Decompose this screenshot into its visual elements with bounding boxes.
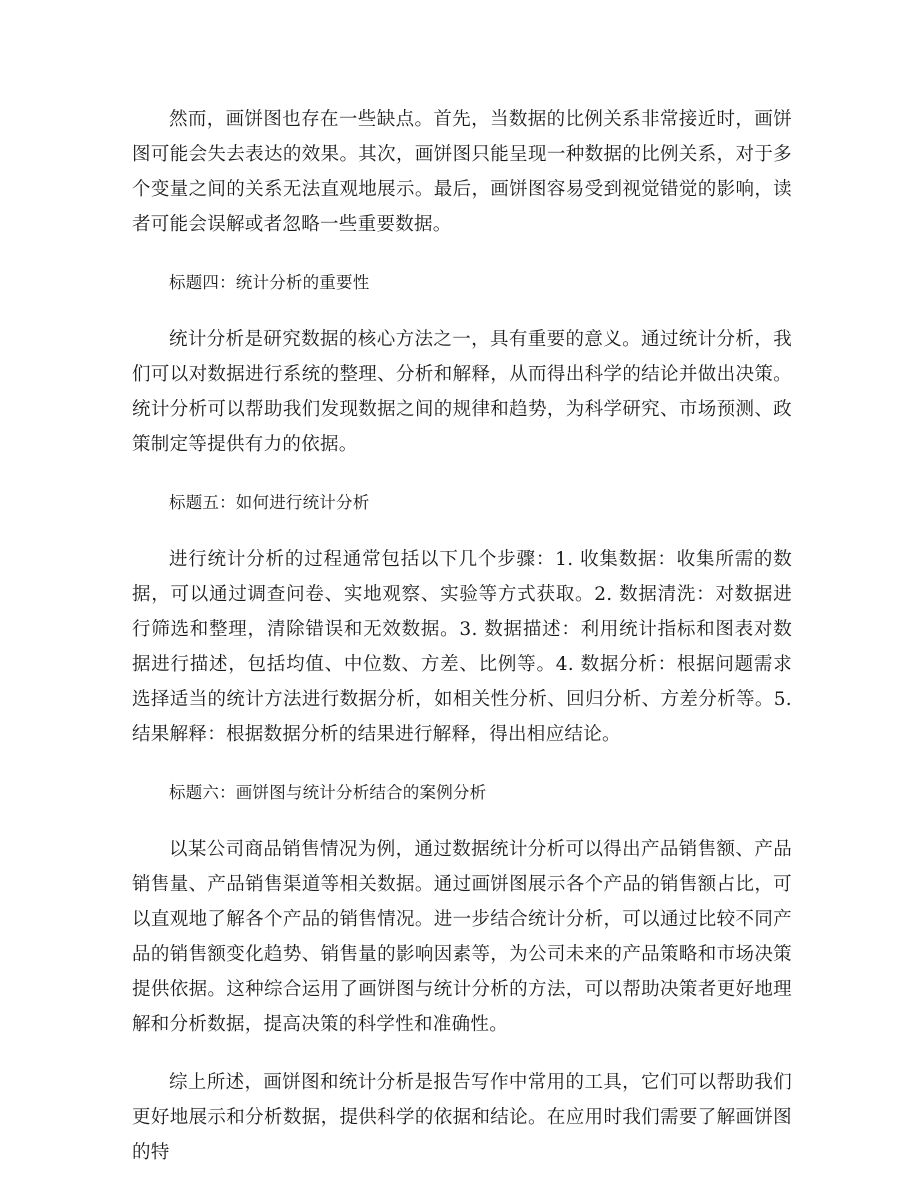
heading-how-to-do-statistics: 标题五：如何进行统计分析 — [169, 493, 370, 512]
paragraph-statistics-steps: 进行统计分析的过程通常包括以下几个步骤：1. 收集数据：收集所需的数据，可以通过调查问卷、实地观察、实验等方式获取。2. 数据清洗：对数据进行筛选和整理，清除错误和无效数据。3. 数据描述：利用统计指标和图表对数据进行描述，包括均值、中位数、方差、比例等。4. 数据分析：根据问题需求选择适当的统计方法进行数据分析，如相关性分析、回归分析、方差分析等。5. 结果解释：根据数据分析的结果进行解释，得出相应结论。 — [132, 549, 792, 745]
document-body — [132, 102, 792, 1193]
heading-case-study: 标题六：画饼图与统计分析结合的案例分析 — [169, 783, 487, 802]
paragraph-pie-chart-drawbacks: 然而，画饼图也存在一些缺点。首先，当数据的比例关系非常接近时，画饼图可能会失去表达的效果。其次，画饼图只能呈现一种数据的比例关系，对于多个变量之间的关系无法直观地展示。最后，画饼图容易受到视觉错觉的影响，读者可能会误解或者忽略一些重要数据。 — [132, 109, 792, 235]
heading-importance-of-statistics: 标题四：统计分析的重要性 — [169, 273, 370, 292]
paragraph-statistics-importance: 统计分析是研究数据的核心方法之一，具有重要的意义。通过统计分析，我们可以对数据进行系统的整理、分析和解释，从而得出科学的结论并做出决策。统计分析可以帮助我们发现数据之间的规律和趋势，为科学研究、市场预测、政策制定等提供有力的依据。 — [132, 329, 792, 455]
paragraph-conclusion: 综上所述，画饼图和统计分析是报告写作中常用的工具，它们可以帮助我们更好地展示和分析数据，提供科学的依据和结论。在应用时我们需要了解画饼图的特 — [132, 1072, 792, 1163]
paragraph-case-study: 以某公司商品销售情况为例，通过数据统计分析可以得出产品销售额、产品销售量、产品销售渠道等相关数据。通过画饼图展示各个产品的销售额占比，可以直观地了解各个产品的销售情况。进一步结合统计分析，可以通过比较不同产品的销售额变化趋势、销售量的影响因素等，为公司未来的产品策略和市场决策提供依据。这种综合运用了画饼图与统计分析的方法，可以帮助决策者更好地理解和分析数据，提高决策的科学性和准确性。 — [132, 839, 792, 1035]
